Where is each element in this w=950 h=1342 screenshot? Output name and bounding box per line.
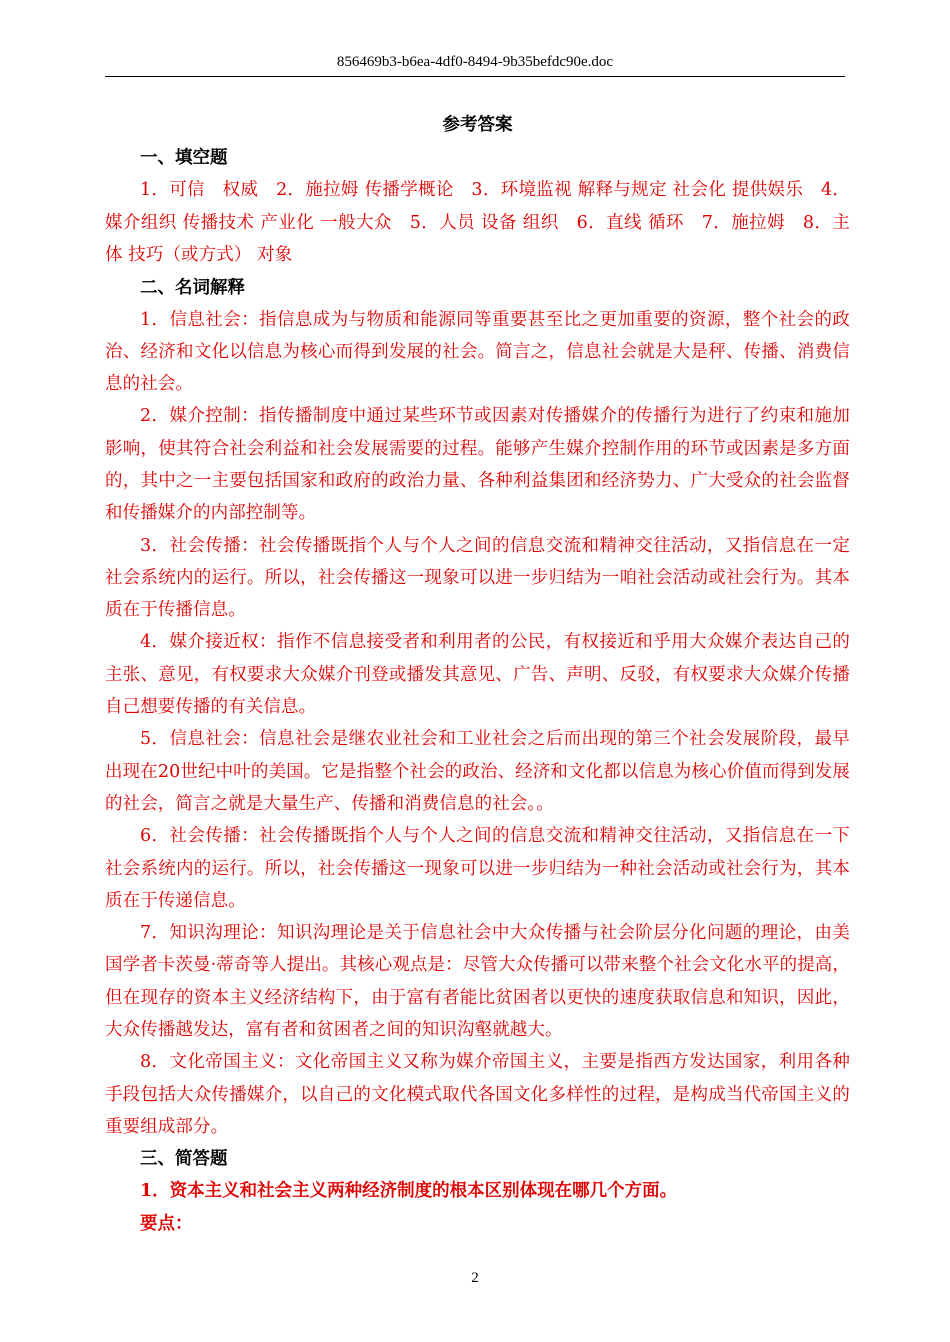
- term-item: 7．知识沟理论：知识沟理论是关于信息社会中大众传播与社会阶层分化问题的理论，由美国学者卡茨曼·蒂奇等人提出。其核心观点是：尽管大众传播可以带来整个社会文化水平的提高，但在现存的资本主义经济结构下，由于富有者能比贫困者以更快的速度获取信息和知识，因此，大众传播越发达，富有者和贫困者之间的知识沟壑就越大。: [105, 923, 850, 1041]
- section-heading-short: 三、简答题: [140, 1149, 228, 1170]
- term-item: 3．社会传播：社会传播既指个人与个人之间的信息交流和精神交往活动，又指信息在一定社会系统内的运行。所以，社会传播这一现象可以进一步归结为一咱社会活动或社会行为。其本质在于传播信息。: [105, 535, 850, 621]
- term-item: 1．信息社会：指信息成为与物质和能源同等重要甚至比之更加重要的资源，整个社会的政治、经济和文化以信息为核心而得到发展的社会。简言之，信息社会就是大是秤、传播、消费信息的社会。: [105, 309, 850, 395]
- fill-answers: 1．可信 权威 2．施拉姆 传播学概论 3．环境监视 解释与规定 社会化 提供娱乐 4．媒介组织 传播技术 产业化 一般大众 5．人员 设备 组织 6．直线 循环 7．施拉姆 8．主体 技巧（或方式） 对象: [105, 180, 850, 265]
- document-body: [105, 108, 850, 1241]
- section-heading-fill: 一、填空题: [140, 148, 228, 168]
- term-item: 5．信息社会：信息社会是继农业社会和工业社会之后而出现的第三个社会发展阶段，最早出现在20世纪中叶的美国。它是指整个社会的政治、经济和文化都以信息为核心价值而得到发展的社会，简言之就是大量生产、传播和消费信息的社会。。: [105, 729, 850, 814]
- term-item: 4．媒介接近权：指作不信息接受者和利用者的公民，有权接近和乎用大众媒介表达自己的主张、意见，有权要求大众媒介刊登或播发其意见、广告、声明、反驳，有权要求大众媒介传播自己想要传播的有关信息。: [105, 632, 850, 718]
- section-heading-terms: 二、名词解释: [140, 277, 245, 298]
- document-header-filename: 856469b3-b6ea-4df0-8494-9b35befdc90e.doc: [336, 54, 614, 70]
- page-title: 参考答案: [442, 115, 513, 135]
- term-item: 6．社会传播：社会传播既指个人与个人之间的信息交流和精神交往活动，又指信息在一下社会系统内的运行。所以，社会传播这一现象可以进一步归结为一种社会活动或社会行为，其本质在于传递信息。: [105, 826, 850, 911]
- page-number: 2: [471, 1270, 479, 1286]
- term-item: 2．媒介控制：指传播制度中通过某些环节或因素对传播媒介的传播行为进行了约束和施加影响，使其符合社会利益和社会发展需要的过程。能够产生媒介控制作用的环节或因素是多方面的，其中之一主要包括国家和政府的政治力量、各种利益集团和经济势力、广大受众的社会监督和传播媒介的内部控制等。: [105, 406, 850, 524]
- term-item: 8．文化帝国主义：文化帝国主义又称为媒介帝国主义，主要是指西方发达国家，利用各种手段包括大众传播媒介，以自己的文化模式取代各国文化多样性的过程，是构成当代帝国主义的重要组成部分。: [105, 1052, 850, 1137]
- short-question: 1．资本主义和社会主义两种经济制度的根本区别体现在哪几个方面。: [140, 1181, 678, 1202]
- header-divider: [105, 76, 845, 77]
- points-label: 要点：: [140, 1214, 193, 1235]
